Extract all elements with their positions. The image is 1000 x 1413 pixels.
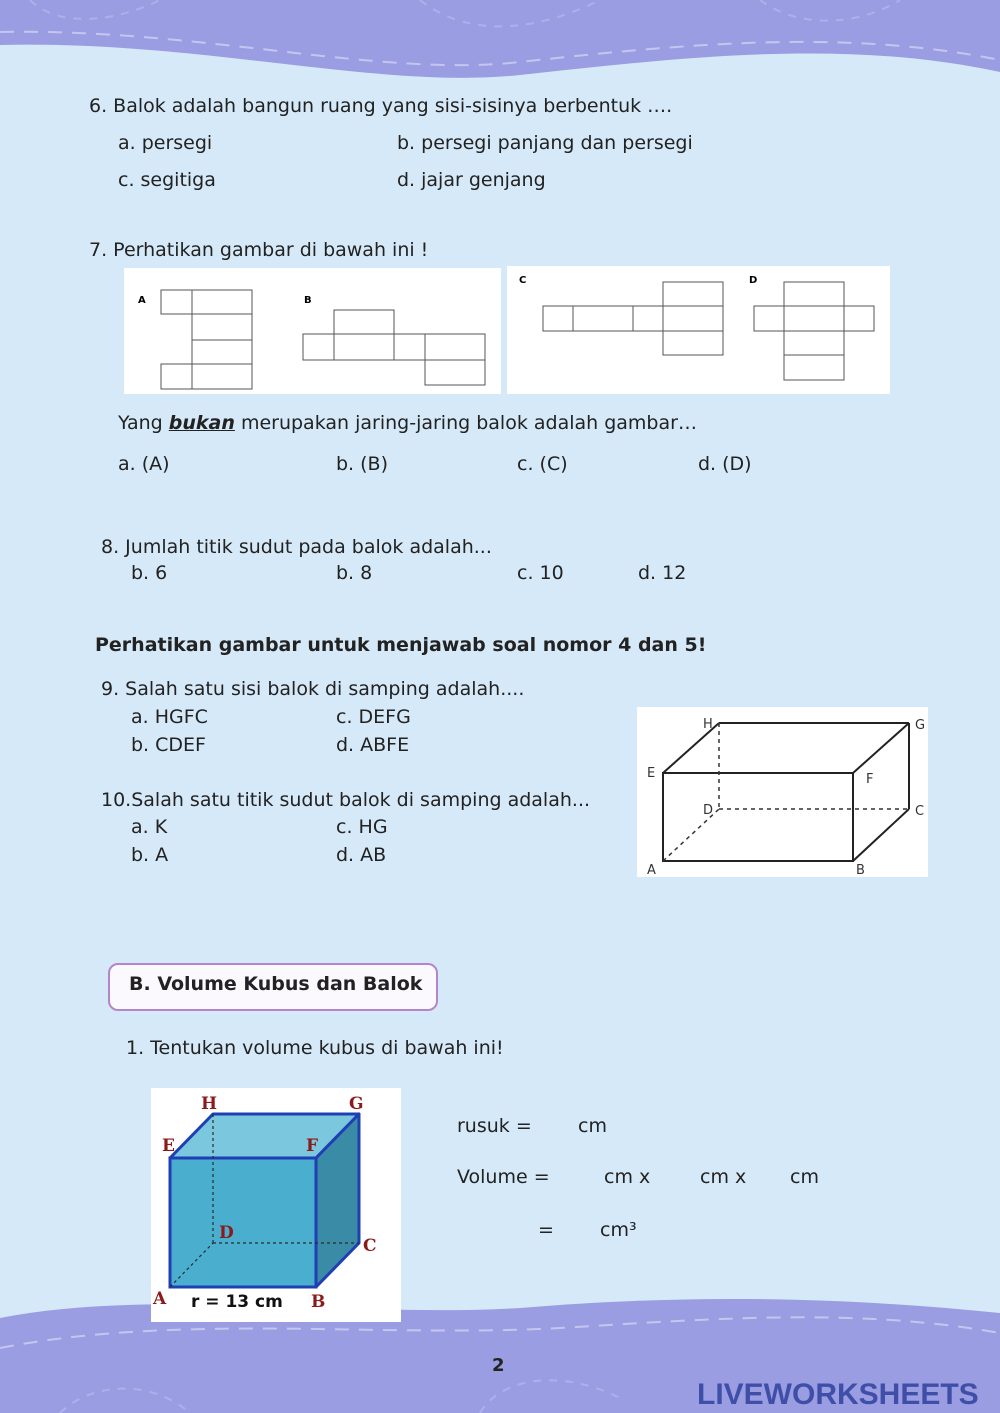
cube-label-a: A <box>153 1289 167 1309</box>
q7-option-a: a. (A) <box>118 453 170 475</box>
nets-panel-ab <box>124 268 501 394</box>
q10-option-d: d. AB <box>336 844 387 866</box>
q7-prompt-start: Yang <box>118 412 169 434</box>
result-unit: cm³ <box>600 1219 637 1241</box>
net-label-c: C <box>519 275 527 286</box>
instruction-text: Perhatikan gambar untuk menjawab soal nomor 4 dan 5! <box>95 634 707 656</box>
q8-option-3: c. 10 <box>517 562 564 584</box>
cube-label-g: G <box>349 1094 364 1114</box>
q9-question: 9. Salah satu sisi balok di samping adalah.... <box>101 678 525 700</box>
q10-option-c: c. HG <box>336 816 388 838</box>
rusuk-unit: cm <box>578 1115 607 1137</box>
volume-label: Volume = <box>457 1166 550 1188</box>
cube-label-h: H <box>201 1094 218 1114</box>
volume-part-2: cm x <box>700 1166 747 1188</box>
cube-label-d: D <box>219 1223 234 1243</box>
q6-option-b: b. persegi panjang dan persegi <box>397 132 693 154</box>
cuboid-label-h: H <box>703 717 713 732</box>
q10-option-a: a. K <box>131 816 168 838</box>
section-b-title: B. Volume Kubus dan Balok <box>129 973 423 995</box>
cube-label-b: B <box>311 1292 326 1312</box>
cuboid-label-g: G <box>915 718 926 733</box>
cube-side-label: r = 13 cm <box>191 1292 283 1312</box>
cube-label-c: C <box>363 1236 377 1256</box>
nets-cd-figure <box>507 266 890 394</box>
nets-panel-cd <box>507 266 890 394</box>
cuboid-label-b: B <box>856 863 865 877</box>
q6-option-d: d. jajar genjang <box>397 169 546 191</box>
net-label-b: B <box>304 295 312 306</box>
q7-option-c: c. (C) <box>517 453 568 475</box>
q7-prompt-emphasis: bukan <box>168 412 235 434</box>
volume-part-1: cm x <box>604 1166 651 1188</box>
q8-option-1: b. 6 <box>131 562 168 584</box>
q6-option-a: a. persegi <box>118 132 213 154</box>
q6-question: 6. Balok adalah bangun ruang yang sisi-sisinya berbentuk …. <box>89 95 673 117</box>
nets-ab-figure <box>124 268 501 394</box>
page-number: 2 <box>492 1355 505 1376</box>
q7-option-d: d. (D) <box>698 453 752 475</box>
net-label-a: A <box>138 295 146 306</box>
q6-option-c: c. segitiga <box>118 169 216 191</box>
q9-option-d: d. ABFE <box>336 734 410 756</box>
net-label-d: D <box>749 275 758 286</box>
q7-prompt <box>118 412 697 434</box>
cuboid-label-d: D <box>703 803 714 818</box>
q10-question: 10.Salah satu titik sudut balok di samping adalah... <box>101 789 591 811</box>
top-wave <box>0 0 1000 95</box>
cube-label-e: E <box>162 1136 175 1156</box>
cube-label-f: F <box>306 1136 319 1156</box>
q8-question: 8. Jumlah titik sudut pada balok adalah... <box>101 536 492 558</box>
cuboid-label-e: E <box>647 766 656 781</box>
cuboid-label-a: A <box>647 863 656 877</box>
q7-prompt-end: merupakan jaring-jaring balok adalah gambar… <box>234 412 697 434</box>
volume-part-3: cm <box>790 1166 819 1188</box>
q10-option-b: b. A <box>131 844 169 866</box>
equals-sign: = <box>538 1219 554 1241</box>
cuboid-figure <box>637 707 928 877</box>
q7-question: 7. Perhatikan gambar di bawah ini ! <box>89 239 429 261</box>
rusuk-label: rusuk = <box>457 1115 532 1137</box>
section-b-q1: 1. Tentukan volume kubus di bawah ini! <box>126 1037 504 1059</box>
q8-option-4: d. 12 <box>638 562 687 584</box>
cuboid-label-f: F <box>866 772 874 787</box>
q9-option-b: b. CDEF <box>131 734 206 756</box>
q9-option-a: a. HGFC <box>131 706 208 728</box>
q8-option-2: b. 8 <box>336 562 373 584</box>
cube-figure <box>151 1088 401 1322</box>
cuboid-label-c: C <box>915 804 925 819</box>
liveworksheets-logo[interactable]: LIVEWORKSHEETS <box>697 1378 979 1411</box>
q9-option-c: c. DEFG <box>336 706 411 728</box>
q7-option-b: b. (B) <box>336 453 388 475</box>
